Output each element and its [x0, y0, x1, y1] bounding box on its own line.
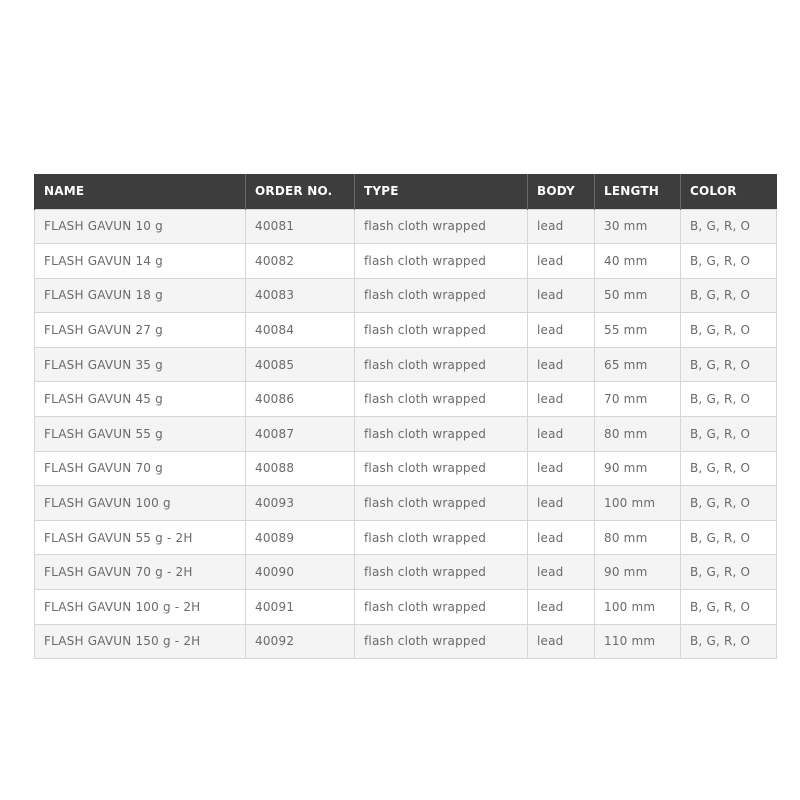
- cell-name: FLASH GAVUN 100 g - 2H: [35, 590, 246, 625]
- table-row: [35, 590, 777, 625]
- column-header-order-no: ORDER NO.: [246, 174, 355, 209]
- cell-length: 80 mm: [595, 417, 681, 452]
- cell-order-no: 40084: [246, 313, 355, 348]
- cell-body: lead: [528, 624, 595, 659]
- cell-name: FLASH GAVUN 45 g: [35, 382, 246, 417]
- cell-color: B, G, R, O: [681, 347, 777, 382]
- cell-type: flash cloth wrapped: [355, 347, 528, 382]
- cell-order-no: 40092: [246, 624, 355, 659]
- cell-name: FLASH GAVUN 55 g: [35, 417, 246, 452]
- cell-color: B, G, R, O: [681, 624, 777, 659]
- column-header-body: BODY: [528, 174, 595, 209]
- table-row: [35, 244, 777, 279]
- cell-body: lead: [528, 382, 595, 417]
- cell-order-no: 40083: [246, 278, 355, 313]
- cell-name: FLASH GAVUN 35 g: [35, 347, 246, 382]
- cell-length: 100 mm: [595, 486, 681, 521]
- cell-length: 50 mm: [595, 278, 681, 313]
- cell-body: lead: [528, 278, 595, 313]
- cell-order-no: 40088: [246, 451, 355, 486]
- cell-order-no: 40082: [246, 244, 355, 279]
- cell-body: lead: [528, 347, 595, 382]
- cell-length: 65 mm: [595, 347, 681, 382]
- cell-order-no: 40089: [246, 520, 355, 555]
- cell-type: flash cloth wrapped: [355, 486, 528, 521]
- table-header-row: [35, 174, 777, 209]
- cell-type: flash cloth wrapped: [355, 278, 528, 313]
- cell-name: FLASH GAVUN 10 g: [35, 209, 246, 244]
- cell-order-no: 40087: [246, 417, 355, 452]
- cell-body: lead: [528, 244, 595, 279]
- cell-type: flash cloth wrapped: [355, 590, 528, 625]
- table-row: [35, 520, 777, 555]
- cell-body: lead: [528, 313, 595, 348]
- table-body: [35, 209, 777, 659]
- column-header-color: COLOR: [681, 174, 777, 209]
- table-row: [35, 209, 777, 244]
- cell-name: FLASH GAVUN 150 g - 2H: [35, 624, 246, 659]
- cell-order-no: 40081: [246, 209, 355, 244]
- cell-length: 70 mm: [595, 382, 681, 417]
- cell-body: lead: [528, 451, 595, 486]
- product-table: [34, 174, 777, 659]
- cell-name: FLASH GAVUN 70 g: [35, 451, 246, 486]
- table-row: [35, 555, 777, 590]
- cell-body: lead: [528, 555, 595, 590]
- cell-type: flash cloth wrapped: [355, 313, 528, 348]
- table-row: [35, 382, 777, 417]
- table-row: [35, 278, 777, 313]
- cell-name: FLASH GAVUN 18 g: [35, 278, 246, 313]
- cell-color: B, G, R, O: [681, 244, 777, 279]
- cell-order-no: 40091: [246, 590, 355, 625]
- table-row: [35, 313, 777, 348]
- cell-color: B, G, R, O: [681, 382, 777, 417]
- cell-type: flash cloth wrapped: [355, 417, 528, 452]
- cell-length: 80 mm: [595, 520, 681, 555]
- cell-length: 90 mm: [595, 451, 681, 486]
- table-row: [35, 624, 777, 659]
- cell-type: flash cloth wrapped: [355, 382, 528, 417]
- cell-order-no: 40085: [246, 347, 355, 382]
- cell-body: lead: [528, 520, 595, 555]
- cell-order-no: 40093: [246, 486, 355, 521]
- cell-type: flash cloth wrapped: [355, 244, 528, 279]
- cell-length: 55 mm: [595, 313, 681, 348]
- cell-color: B, G, R, O: [681, 451, 777, 486]
- cell-length: 100 mm: [595, 590, 681, 625]
- table-row: [35, 486, 777, 521]
- cell-body: lead: [528, 590, 595, 625]
- cell-color: B, G, R, O: [681, 313, 777, 348]
- cell-length: 40 mm: [595, 244, 681, 279]
- cell-name: FLASH GAVUN 100 g: [35, 486, 246, 521]
- cell-type: flash cloth wrapped: [355, 555, 528, 590]
- column-header-type: TYPE: [355, 174, 528, 209]
- column-header-length: LENGTH: [595, 174, 681, 209]
- cell-body: lead: [528, 209, 595, 244]
- cell-length: 30 mm: [595, 209, 681, 244]
- column-header-name: NAME: [35, 174, 246, 209]
- cell-name: FLASH GAVUN 14 g: [35, 244, 246, 279]
- cell-color: B, G, R, O: [681, 590, 777, 625]
- cell-type: flash cloth wrapped: [355, 624, 528, 659]
- cell-color: B, G, R, O: [681, 209, 777, 244]
- product-table-container: [34, 174, 776, 659]
- cell-name: FLASH GAVUN 55 g - 2H: [35, 520, 246, 555]
- cell-type: flash cloth wrapped: [355, 520, 528, 555]
- cell-order-no: 40090: [246, 555, 355, 590]
- cell-body: lead: [528, 417, 595, 452]
- table-row: [35, 347, 777, 382]
- cell-type: flash cloth wrapped: [355, 451, 528, 486]
- cell-name: FLASH GAVUN 27 g: [35, 313, 246, 348]
- cell-color: B, G, R, O: [681, 278, 777, 313]
- cell-color: B, G, R, O: [681, 486, 777, 521]
- cell-color: B, G, R, O: [681, 520, 777, 555]
- cell-body: lead: [528, 486, 595, 521]
- cell-color: B, G, R, O: [681, 555, 777, 590]
- table-row: [35, 417, 777, 452]
- cell-color: B, G, R, O: [681, 417, 777, 452]
- cell-name: FLASH GAVUN 70 g - 2H: [35, 555, 246, 590]
- cell-order-no: 40086: [246, 382, 355, 417]
- cell-type: flash cloth wrapped: [355, 209, 528, 244]
- cell-length: 90 mm: [595, 555, 681, 590]
- cell-length: 110 mm: [595, 624, 681, 659]
- table-row: [35, 451, 777, 486]
